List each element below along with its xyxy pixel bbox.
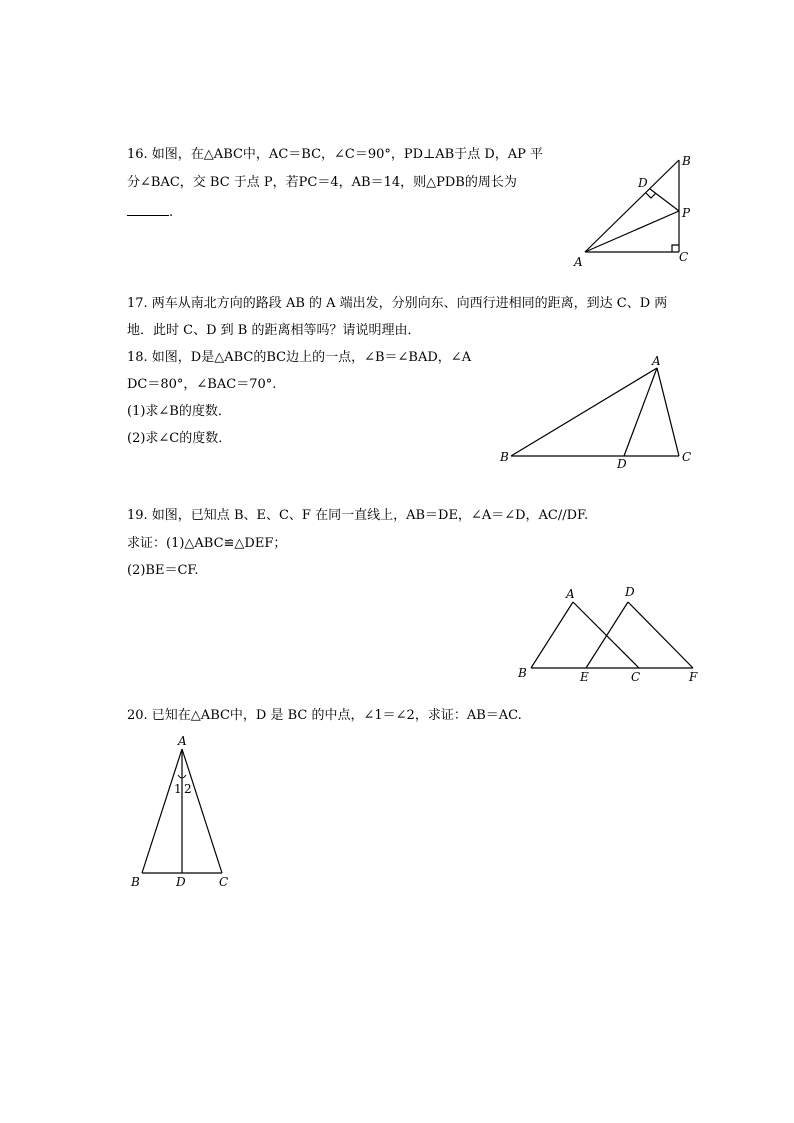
- q16-label-a: A: [574, 255, 583, 269]
- q16-period: .: [169, 205, 174, 220]
- q18-part-2: (2)求∠C的度数．: [127, 431, 232, 446]
- q20-side-ac: [182, 749, 222, 873]
- q20-label-2: 2: [184, 782, 192, 796]
- q16-line-2: 分∠BAC，交 BC 于点 P，若PC＝4，AB＝14，则△PDB的周长为: [127, 175, 517, 190]
- q18-line-1: 18. 如图，D是△ABC的BC边上的一点，∠B＝∠BAD，∠A: [127, 350, 472, 365]
- q16-label-b: B: [682, 154, 691, 168]
- q17-line-2: 地．此时 C、D 到 B 的距离相等吗？请说明理由．: [127, 323, 421, 338]
- q19-label-d: D: [625, 585, 635, 599]
- q19-label-b: B: [518, 666, 527, 680]
- q19-label-c: C: [631, 670, 641, 684]
- q20-label-b: B: [131, 875, 140, 889]
- q19-label-e: E: [580, 670, 589, 684]
- q19-label-f: F: [689, 670, 698, 684]
- q19-line-2: 求证：(1)△ABC≌△DEF；: [127, 536, 287, 551]
- q18-line-2: DC＝80°，∠BAC＝70°.: [127, 377, 277, 392]
- q16-label-p: P: [682, 206, 691, 220]
- q20-line-1: 20. 已知在△ABC中，D 是 BC 的中点，∠1＝∠2，求证：AB＝AC.: [127, 708, 522, 723]
- q19-line-1: 19. 如图，已知点 B、E、C、F 在同一直线上，AB＝DE，∠A＝∠D，AC//DF.: [127, 508, 589, 523]
- q16-line-1: 16. 如图，在△ABC中，AC＝BC，∠C＝90°，PD⊥AB于点 D，AP 平: [127, 147, 544, 162]
- q18-part-1: (1)求∠B的度数．: [127, 404, 231, 419]
- q20-label-1: 1: [174, 782, 182, 796]
- q18-label-c: C: [682, 450, 692, 464]
- q18-label-d: D: [617, 457, 627, 471]
- q20-label-d: D: [176, 875, 186, 889]
- q16-label-c: C: [679, 250, 689, 264]
- q18-label-b: B: [500, 450, 509, 464]
- q17-line-1: 17. 两车从南北方向的路段 AB 的 A 端出发，分别向东、向西行进相同的距离，到达 C、D 两: [127, 296, 668, 311]
- q19-line-3: (2)BE＝CF.: [127, 563, 199, 578]
- q20-label-a: A: [178, 734, 187, 748]
- q20-label-c: C: [219, 875, 229, 889]
- q20-angle-arc-2: [182, 775, 186, 778]
- q19-label-a: A: [566, 587, 575, 601]
- q20-side-ab: [142, 749, 182, 873]
- q18-label-a: A: [652, 354, 661, 368]
- q16-label-d: D: [638, 176, 648, 190]
